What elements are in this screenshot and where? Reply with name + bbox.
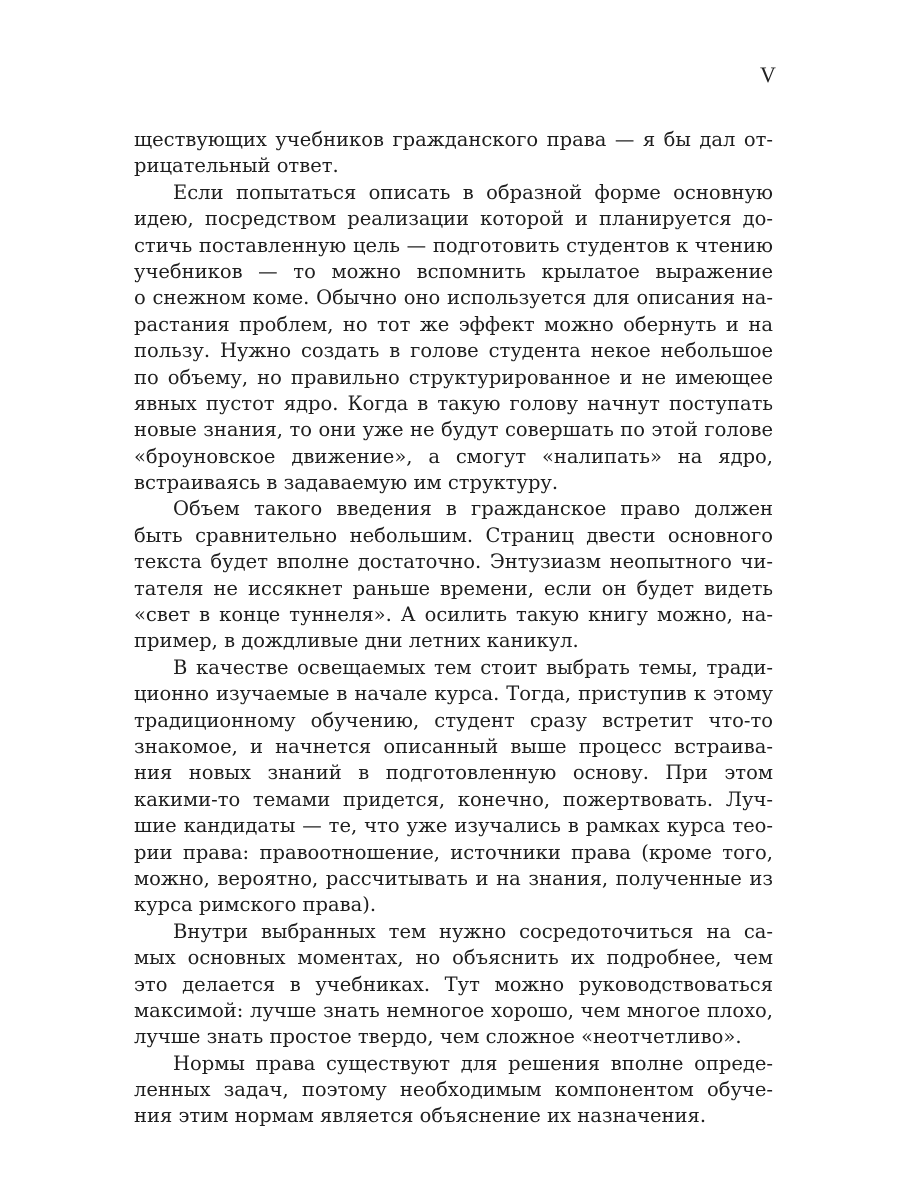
- text-line: можно, вероятно, рассчитывать и на знания, полученные из: [134, 866, 773, 890]
- text-line: новые знания, то они уже не будут совершать по этой голове: [134, 418, 773, 442]
- paragraph-4: [134, 655, 773, 919]
- paragraph-2: [134, 180, 773, 497]
- text-line: это делается в учебниках. Тут можно руководствоваться: [134, 972, 773, 996]
- paragraph-1: [134, 127, 773, 180]
- text-line: явных пустот ядро. Когда в такую голову начнут поступать: [134, 391, 773, 415]
- text-line: тателя не иссякнет раньше времени, если он будет видеть: [134, 576, 773, 600]
- text-line: Внутри выбранных тем нужно сосредоточиться на са-: [173, 919, 773, 943]
- text-line: какими-то темами придется, конечно, пожертвовать. Луч-: [134, 787, 773, 811]
- text-line: Объем такого введения в гражданское право должен: [173, 497, 773, 521]
- text-line: пример, в дождливые дни летних каникул.: [134, 629, 579, 653]
- text-line: встраиваясь в задаваемую им структуру.: [134, 471, 559, 495]
- text-line: идею, посредством реализации которой и планируется до-: [134, 207, 773, 231]
- paragraph-5: [134, 919, 773, 1051]
- text-line: ния этим нормам является объяснение их назначения.: [134, 1104, 707, 1128]
- text-line: шие кандидаты — те, что уже изучались в рамках курса тео-: [134, 814, 773, 838]
- text-line: ционно изучаемые в начале курса. Тогда, приступив к этому: [134, 682, 773, 706]
- text-line: быть сравнительно небольшим. Страниц двести основного: [134, 523, 773, 547]
- text-line: по объему, но правильно структурированное и не имеющее: [134, 365, 773, 389]
- text-line: Если попытаться описать в образной форме основную: [173, 180, 773, 204]
- text-line: Нормы права существуют для решения вполне опреде-: [173, 1051, 773, 1075]
- text-line: знакомое, и начнется описанный выше процесс встраива-: [134, 734, 773, 758]
- text-line: ленных задач, поэтому необходимым компонентом обуче-: [134, 1078, 773, 1102]
- text-line: курса римского права).: [134, 893, 377, 917]
- text-line: ществующих учебников гражданского права — я бы дал от-: [134, 128, 773, 151]
- text-line: лучше знать простое твердо, чем сложное «неотчетливо».: [134, 1025, 742, 1049]
- body-text: [134, 127, 773, 1130]
- text-line: рии права: правоотношение, источники права (кроме того,: [134, 840, 773, 864]
- text-line: учебников — то можно вспомнить крылатое выражение: [134, 259, 773, 283]
- text-line: стичь поставленную цель — подготовить студентов к чтению: [134, 233, 773, 257]
- text-line: рицательный ответ.: [134, 154, 339, 178]
- page-number: V: [760, 62, 776, 87]
- text-line: В качестве освещаемых тем стоит выбрать темы, тради-: [173, 655, 773, 679]
- text-line: текста будет вполне достаточно. Энтузиазм неопытного чи-: [134, 550, 773, 574]
- text-line: «броуновское движение», а смогут «налипать» на ядро,: [134, 444, 773, 468]
- text-line: мых основных моментах, но объяснить их подробнее, чем: [134, 946, 773, 970]
- text-line: традиционному обучению, студент сразу встретит что-то: [134, 708, 773, 732]
- text-line: о снежном коме. Обычно оно используется для описания на-: [134, 286, 773, 310]
- text-line: растания проблем, но тот же эффект можно обернуть и на: [134, 312, 773, 336]
- paragraph-6: [134, 1051, 773, 1130]
- text-line: ния новых знаний в подготовленную основу. При этом: [134, 761, 773, 785]
- paragraph-3: [134, 496, 773, 654]
- text-line: «свет в конце туннеля». А осилить такую книгу можно, на-: [134, 603, 773, 627]
- text-line: максимой: лучше знать немногое хорошо, чем многое плохо,: [134, 998, 773, 1022]
- text-line: пользу. Нужно создать в голове студента некое небольшое: [134, 339, 773, 363]
